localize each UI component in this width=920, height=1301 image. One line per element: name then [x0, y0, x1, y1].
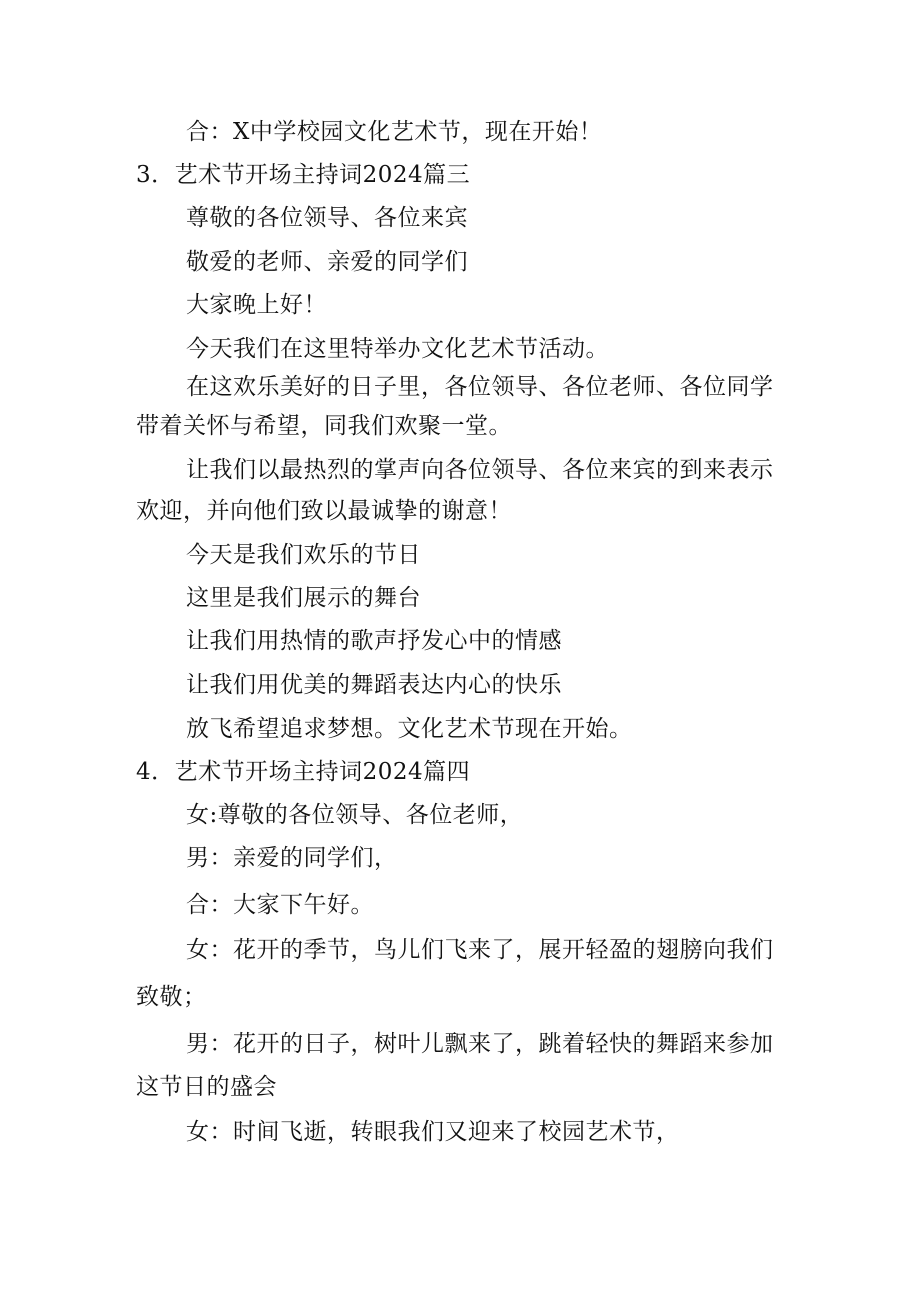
paragraph-continuation: 带着关怀与希望，同我们欢聚一堂。 [136, 413, 512, 439]
paragraph-line: 在这欢乐美好的日子里，各位领导、各位老师、各位同学 [186, 374, 774, 400]
paragraph-line: 让我们以最热烈的掌声向各位领导、各位来宾的到来表示 [186, 457, 774, 483]
paragraph-line: 让我们用优美的舞蹈表达内心的快乐 [186, 672, 562, 698]
paragraph-line: 大家晚上好！ [186, 292, 327, 318]
paragraph-line: 这里是我们展示的舞台 [186, 585, 421, 611]
paragraph-line: 今天是我们欢乐的节日 [186, 542, 421, 568]
paragraph-line: 让我们用热情的歌声抒发心中的情感 [186, 628, 562, 654]
dialogue-line-female: 女：花开的季节，鸟儿们飞来了，展开轻盈的翅膀向我们 [186, 937, 774, 963]
dialogue-continuation: 致敬； [136, 984, 207, 1010]
dialogue-continuation: 这节日的盛会 [136, 1074, 277, 1100]
paragraph-line: 敬爱的老师、亲爱的同学们 [186, 249, 468, 275]
dialogue-line-male: 男：亲爱的同学们， [186, 845, 398, 871]
paragraph-line: 放飞希望追求梦想。文化艺术节现在开始。 [186, 716, 633, 742]
closing-line-section-2: 合：X中学校园文化艺术节，现在开始！ [186, 119, 603, 145]
section-heading-4: 4．艺术节开场主持词2024篇四 [136, 759, 471, 785]
dialogue-line-male: 男：花开的日子，树叶儿飘来了，跳着轻快的舞蹈来参加 [186, 1031, 774, 1057]
dialogue-line-female: 女：时间飞逝，转眼我们又迎来了校园艺术节， [186, 1119, 680, 1145]
dialogue-line-female: 女:尊敬的各位领导、各位老师， [186, 802, 524, 828]
paragraph-continuation: 欢迎，并向他们致以最诚挚的谢意！ [136, 498, 512, 524]
dialogue-line-together: 合：大家下午好。 [186, 892, 374, 918]
paragraph-line: 尊敬的各位领导、各位来宾 [186, 205, 468, 231]
section-heading-3: 3．艺术节开场主持词2024篇三 [136, 162, 471, 188]
paragraph-line: 今天我们在这里特举办文化艺术节活动。 [186, 336, 609, 362]
